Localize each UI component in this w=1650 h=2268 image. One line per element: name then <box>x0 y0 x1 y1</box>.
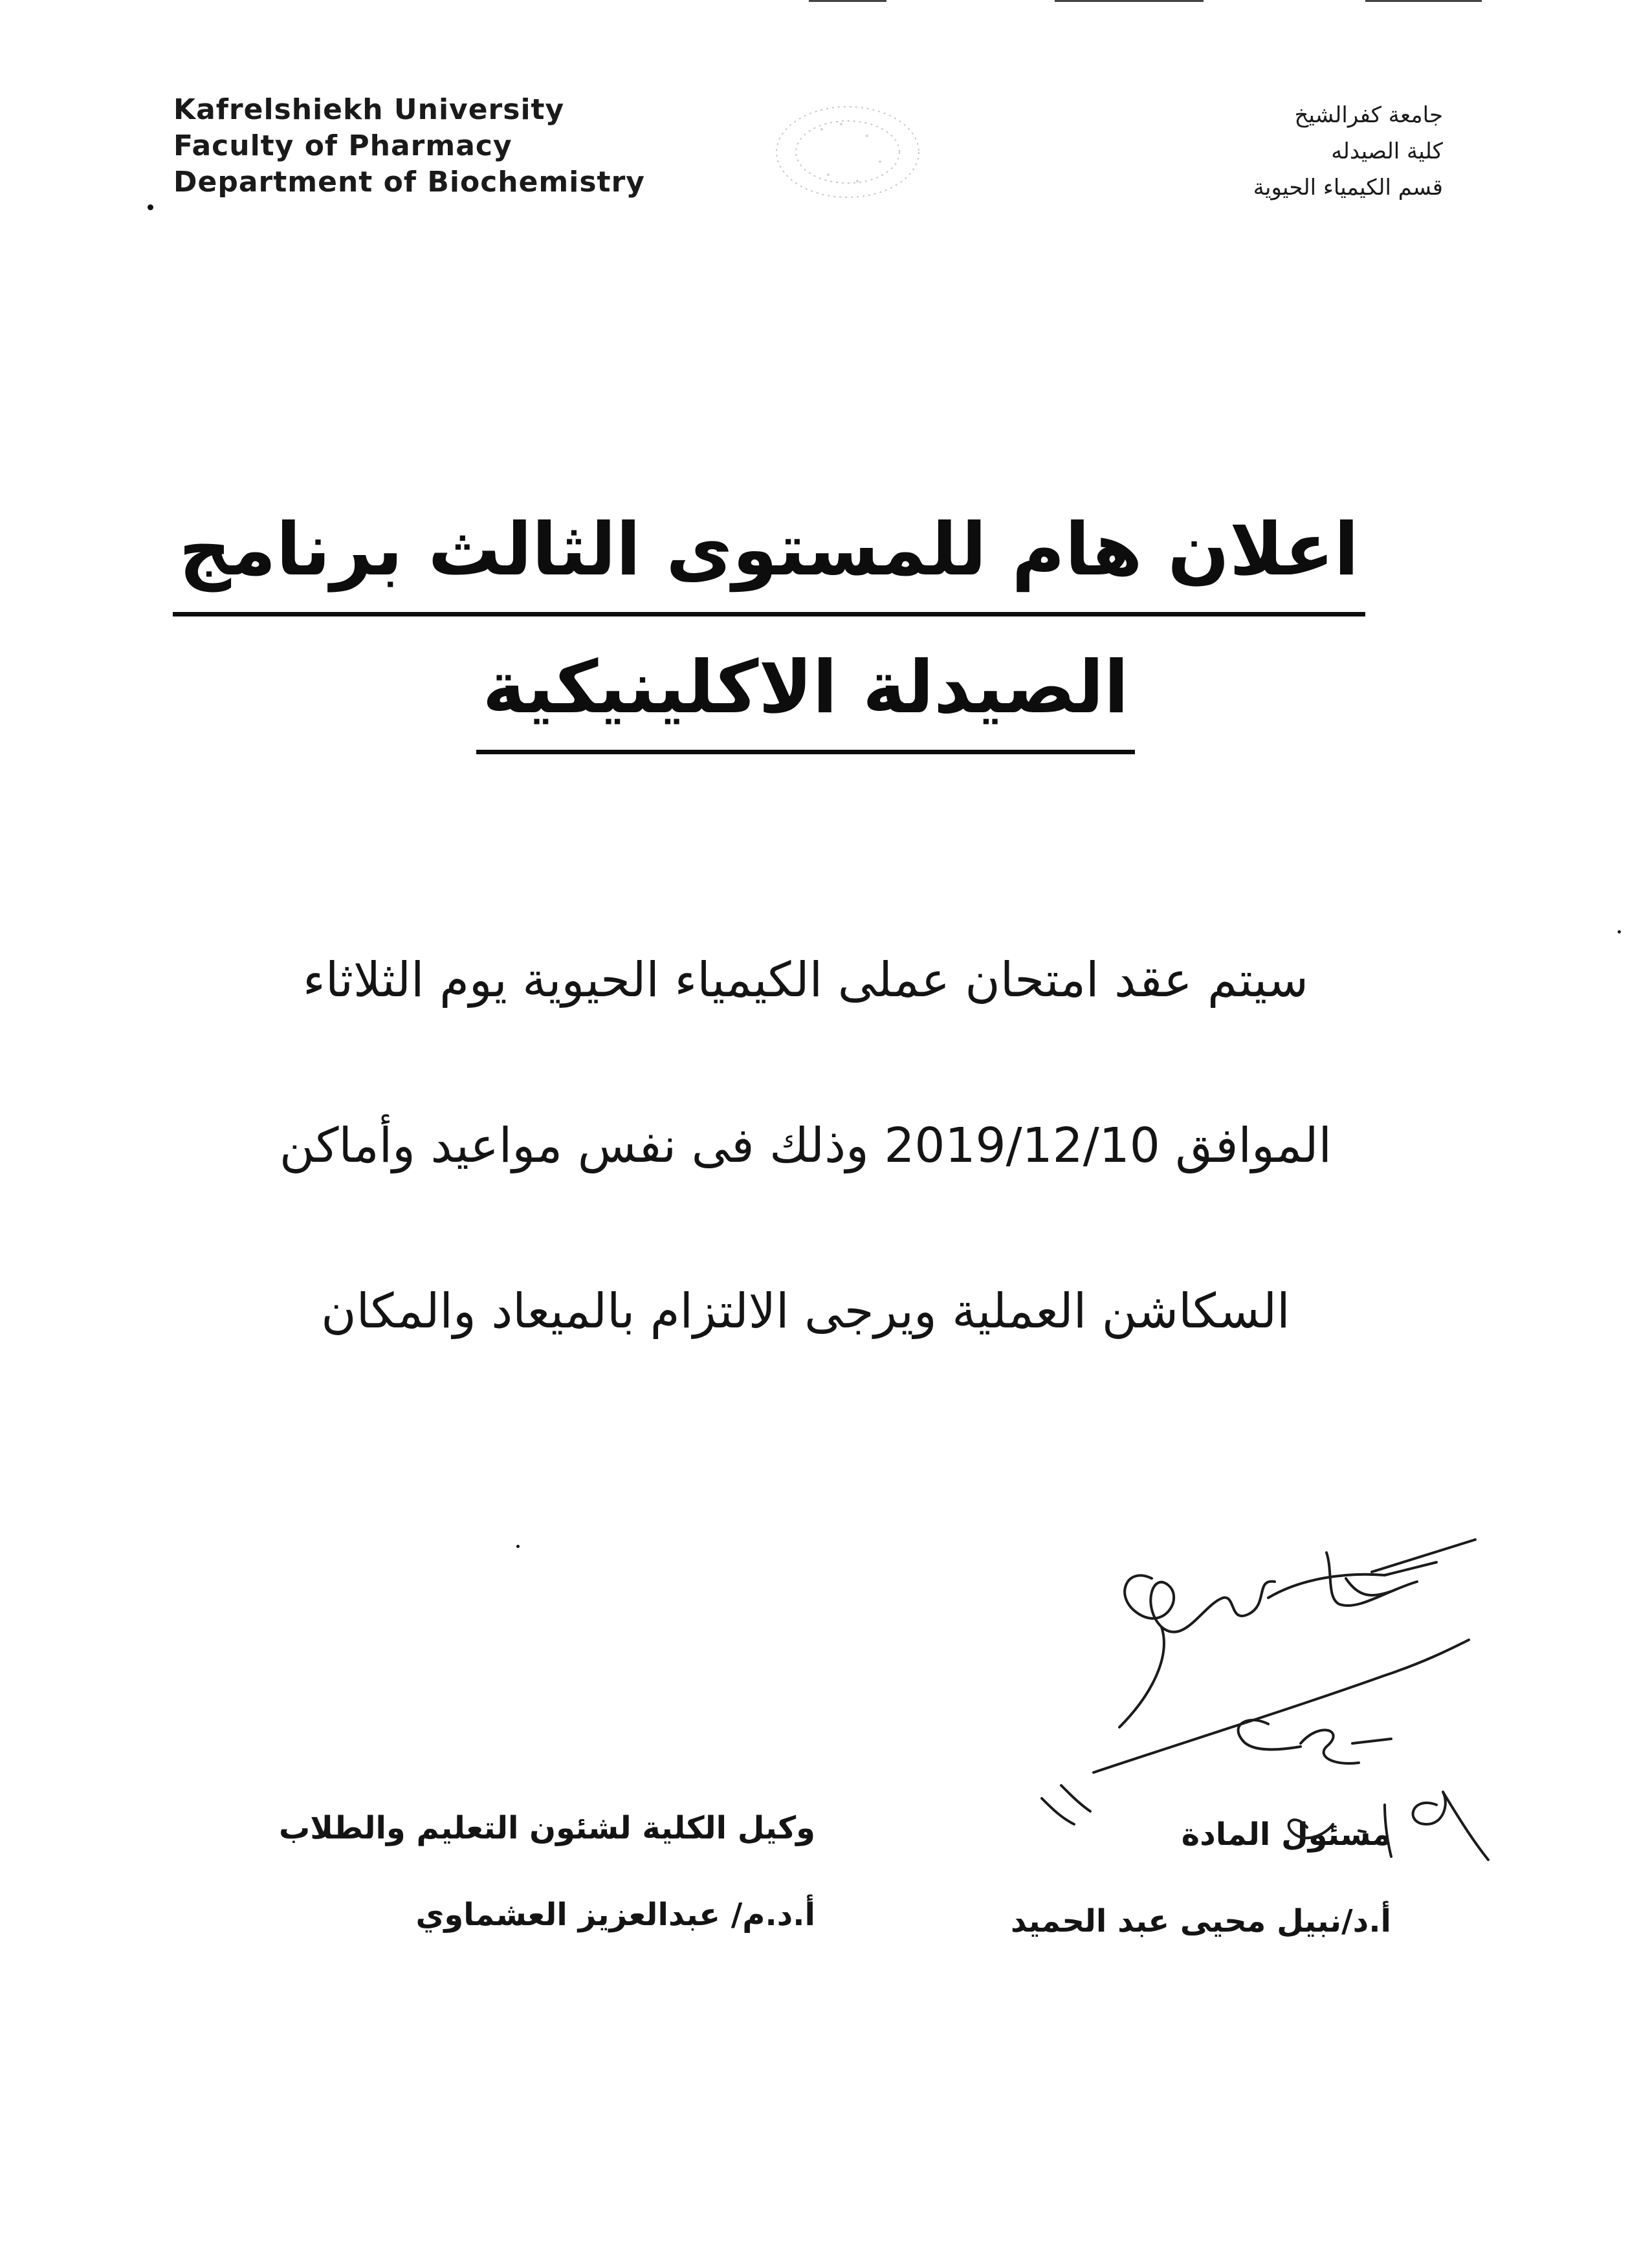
body-line-1: سيتم عقد امتحان عملى الكيمياء الحيوية يوم الثلاثاء <box>303 952 1308 1008</box>
faint-seal-stamp <box>744 91 951 220</box>
title-line-2: الصيدلة الاكلينيكية <box>476 629 1136 754</box>
signatory-name: أ.د.م/ عبدالعزيز العشماوي <box>415 1897 815 1933</box>
letterhead-english <box>173 92 645 201</box>
announcement-title <box>179 492 1365 767</box>
university-name-en: Kafrelshiekh University <box>173 93 565 126</box>
announcement-body <box>194 932 1417 1428</box>
stray-dot <box>1618 930 1621 933</box>
signatory-vice-dean <box>279 1810 815 1933</box>
body-line-3: السكاشن العملية ويرجى الالتزام بالميعاد والمكان <box>321 1283 1290 1339</box>
letterhead-arabic <box>1253 97 1443 206</box>
department-name-ar: قسم الكيمياء الحيوية <box>1253 175 1443 201</box>
faculty-name-en: Faculty of Pharmacy <box>173 129 512 162</box>
scan-edge-line <box>1365 0 1482 2</box>
signatory-name: أ.د/نبيل محيى عبد الحميد <box>1010 1903 1391 1939</box>
stray-dot <box>148 204 153 210</box>
handwritten-signature <box>1022 1501 1553 1863</box>
signatory-role: مسئول المادة <box>1181 1816 1391 1853</box>
stray-dot <box>516 1545 520 1548</box>
department-name-en: Department of Biochemistry <box>173 166 645 199</box>
scan-edge-line <box>809 0 886 2</box>
title-line-1: اعلان هام للمستوى الثالث برنامج <box>173 492 1365 616</box>
university-name-ar: جامعة كفرالشيخ <box>1294 102 1443 128</box>
faculty-name-ar: كلية الصيدله <box>1331 138 1443 164</box>
signatory-role: وكيل الكلية لشئون التعليم والطلاب <box>279 1810 815 1846</box>
body-line-2: الموافق 2019/12/10 وذلك فى نفس مواعيد وأماكن <box>279 1118 1332 1173</box>
scan-edge-line <box>1055 0 1204 2</box>
